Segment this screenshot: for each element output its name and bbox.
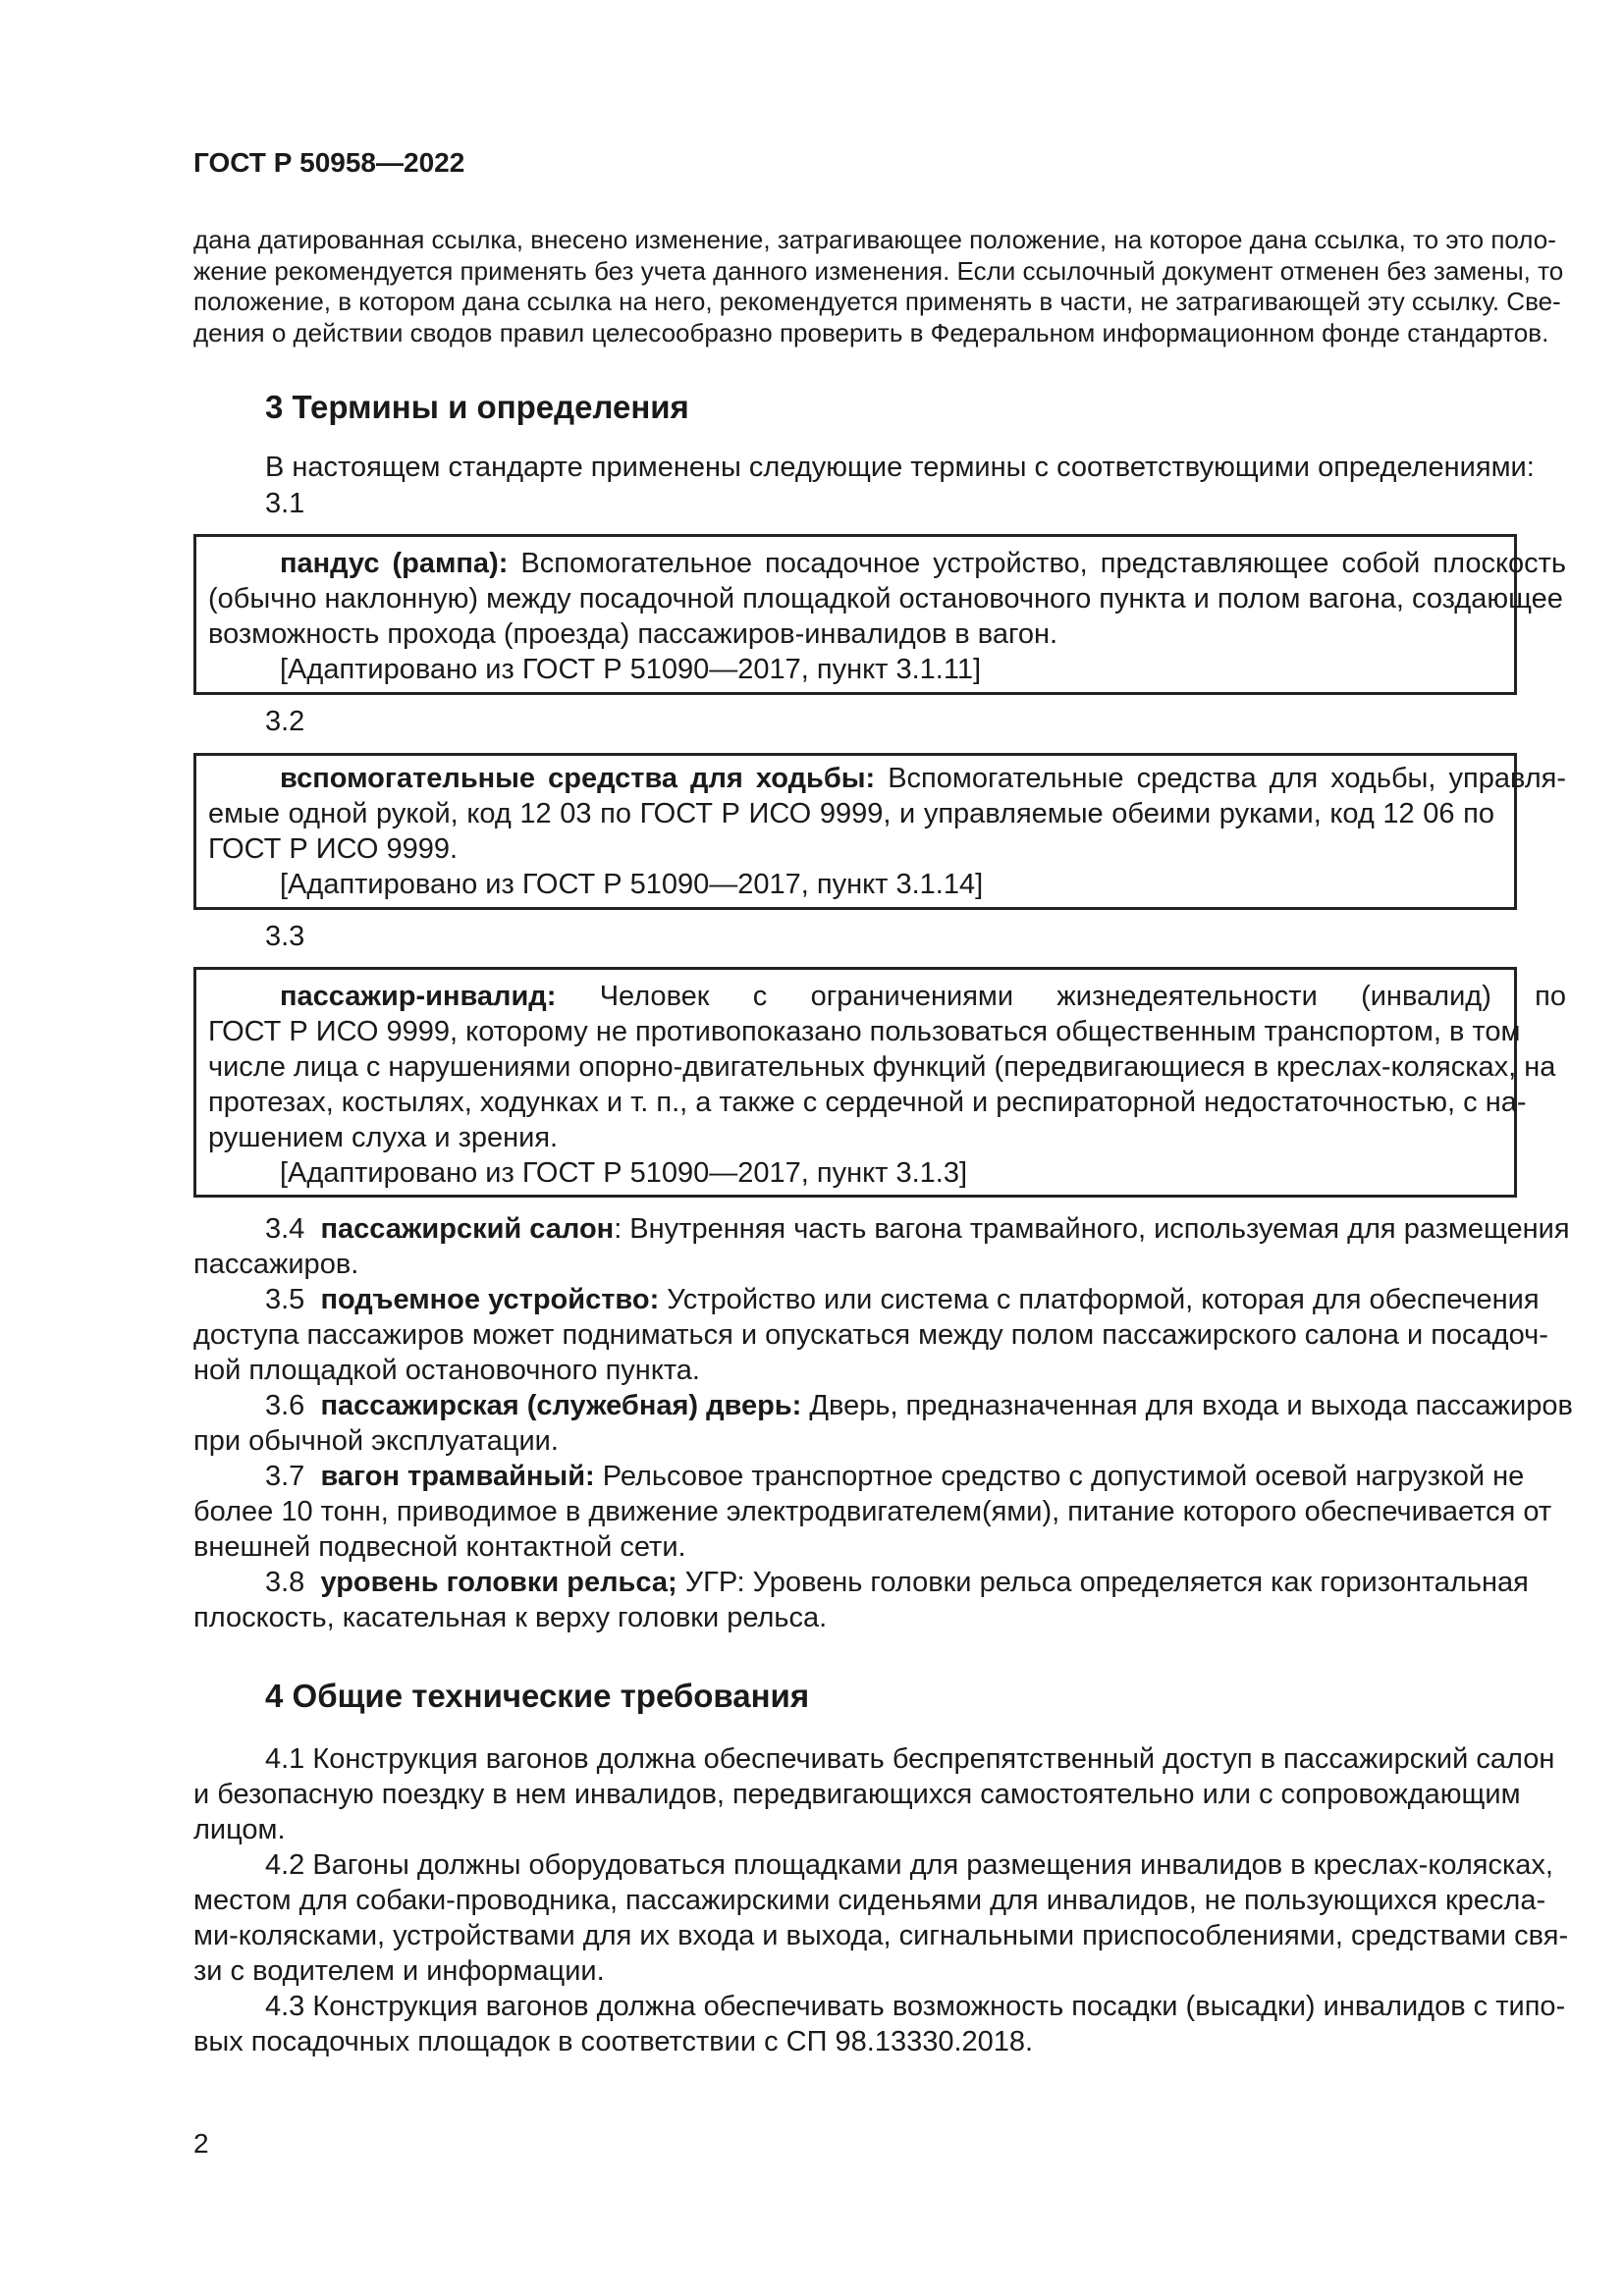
term-source: [Адаптировано из ГОСТ Р 51090—2017, пункт 3.1.14] (280, 869, 984, 900)
text-line: пассажиров. (193, 1249, 359, 1280)
term-number: 3.4 (265, 1213, 305, 1245)
text-line: возможность прохода (проезда) пассажиров-инвалидов в вагон. (208, 618, 1058, 650)
text-line: внешней подвесной контактной сети. (193, 1531, 686, 1563)
text-line: протезах, костылях, ходунках и т. п., а также с сердечной и респираторной недостаточностью, с на- (208, 1087, 1527, 1118)
term-source: [Адаптировано из ГОСТ Р 51090—2017, пункт 3.1.11] (280, 654, 982, 685)
text-line: Человек с ограничениями жизнедеятельности (инвалид) по (556, 981, 1566, 1012)
term-number: 3.7 (265, 1461, 305, 1492)
term-source: [Адаптировано из ГОСТ Р 51090—2017, пункт 3.1.3] (280, 1157, 968, 1189)
term-number: 3.6 (265, 1390, 305, 1421)
section-3-intro: В настоящем стандарте применены следующие термины с соответствующими определениями: (265, 452, 1535, 483)
requirement-4-3 (193, 1989, 1566, 2059)
term-number: 3.3 (265, 921, 305, 952)
requirement-4-2 (193, 1847, 1569, 1989)
text-line: лицом. (193, 1814, 286, 1845)
item-number: 4.2 (265, 1849, 305, 1881)
item-number: 4.1 (265, 1743, 305, 1775)
text-line: емые одной рукой, код 12 03 по ГОСТ Р ИСО 9999, и управляемые обеими руками, код 12 06 по (208, 798, 1494, 829)
requirements-list (193, 1741, 1569, 2059)
requirement-4-1 (193, 1741, 1555, 1847)
text-line: плоскость, касательная к верху головки рельса. (193, 1602, 828, 1633)
term-name: пассажирская (служебная) дверь: (320, 1390, 802, 1421)
term-name: пассажирский салон (320, 1213, 615, 1245)
text-line: Вспомогательное посадочное устройство, представляющее собой плоскость (508, 548, 1566, 579)
text-line: Дверь, предназначенная для входа и выхода пассажиров (801, 1390, 1573, 1421)
term-name: вагон трамвайный: (320, 1461, 595, 1492)
term-box-3-3 (193, 967, 1566, 1198)
section-3-heading: 3 Термины и определения (265, 389, 689, 425)
term-3-6 (193, 1388, 1573, 1459)
text-line: доступа пассажиров может подниматься и опускаться между полом пассажирского салона и посадоч- (193, 1319, 1548, 1351)
text-line: и безопасную поездку в нем инвалидов, передвигающихся самостоятельно или с сопровождающим (193, 1779, 1521, 1810)
text-line: Конструкция вагонов должна обеспечивать беспрепятственный доступ в пассажирский салон (304, 1743, 1555, 1775)
text-line: Рельсовое транспортное средство с допустимой осевой нагрузкой не (594, 1461, 1525, 1492)
text-line: ми-колясками, устройствами для их входа и выхода, сигнальными приспособлениями, средствами свя- (193, 1920, 1569, 1951)
text-line: ГОСТ Р ИСО 9999, которому не противопоказано пользоваться общественным транспортом, в том (208, 1016, 1521, 1047)
text-line: дения о действии сводов правил целесообразно проверить в Федеральном информационном фонде стандартов. (193, 317, 1549, 347)
text-line: положение, в котором дана ссылка на него, рекомендуется применять в части, не затрагивающей эту ссылку. Све- (193, 287, 1561, 316)
term-3-4 (193, 1211, 1570, 1282)
text-line: дана датированная ссылка, внесено изменение, затрагивающее положение, на которое дана ссылка, то это поло- (193, 225, 1556, 254)
term-name: пассажир-инвалид: (280, 981, 557, 1012)
term-number: 3.1 (265, 488, 305, 519)
term-name: вспомогательные средства для ходьбы: (280, 763, 876, 794)
document-header-id: ГОСТ Р 50958—2022 (193, 147, 465, 178)
text-line: при обычной эксплуатации. (193, 1425, 559, 1457)
term-3-8 (193, 1565, 1529, 1635)
terms-list (193, 1211, 1573, 1635)
term-number: 3.8 (265, 1567, 305, 1598)
term-name: подъемное устройство: (320, 1284, 660, 1315)
intro-paragraph (193, 225, 1564, 348)
text-line: числе лица с нарушениями опорно-двигательных функций (передвигающиеся в креслах-колясках, на (208, 1051, 1556, 1083)
term-3-5 (193, 1282, 1548, 1388)
text-line: жение рекомендуется применять без учета данного изменения. Если ссылочный документ отменен без замены, то (193, 255, 1564, 286)
text-line: рушением слуха и зрения. (208, 1122, 559, 1153)
text-line: местом для собаки-проводника, пассажирскими сиденьями для инвалидов, не пользующихся кресла- (193, 1885, 1546, 1916)
term-name: уровень головки рельса; (320, 1567, 677, 1598)
section-4-heading: 4 Общие технические требования (265, 1678, 810, 1714)
text-line: Вспомогательные средства для ходьбы, управля- (875, 763, 1566, 794)
text-line: УГР: Уровень головки рельса определяется как горизонтальная (677, 1567, 1529, 1598)
term-number: 3.5 (265, 1284, 305, 1315)
term-number: 3.2 (265, 706, 305, 737)
term-box-3-2 (193, 753, 1566, 910)
text-line: (обычно наклонную) между посадочной площадкой остановочного пункта и полом вагона, создающее (208, 583, 1563, 614)
text-line: ной площадкой остановочного пункта. (193, 1355, 700, 1386)
text-line: более 10 тонн, приводимое в движение электродвигателем(ями), питание которого обеспечивается от (193, 1496, 1552, 1527)
text-line: зи с водителем и информации. (193, 1955, 605, 1987)
text-line: вых посадочных площадок в соответствии с СП 98.13330.2018. (193, 2026, 1034, 2057)
page-number: 2 (193, 2128, 209, 2159)
text-line: Вагоны должны оборудоваться площадками для размещения инвалидов в креслах-колясках, (304, 1849, 1553, 1881)
term-name: пандус (рампа): (280, 548, 509, 579)
text-line: Устройство или система с платформой, которая для обеспечения (659, 1284, 1540, 1315)
text-line: ГОСТ Р ИСО 9999. (208, 833, 459, 865)
text-line: Конструкция вагонов должна обеспечивать возможность посадки (высадки) инвалидов с типо- (304, 1991, 1566, 2022)
term-box-3-1 (193, 534, 1566, 695)
term-3-7 (193, 1459, 1552, 1565)
text-line: : Внутренняя часть вагона трамвайного, используемая для размещения (614, 1213, 1570, 1245)
item-number: 4.3 (265, 1991, 305, 2022)
